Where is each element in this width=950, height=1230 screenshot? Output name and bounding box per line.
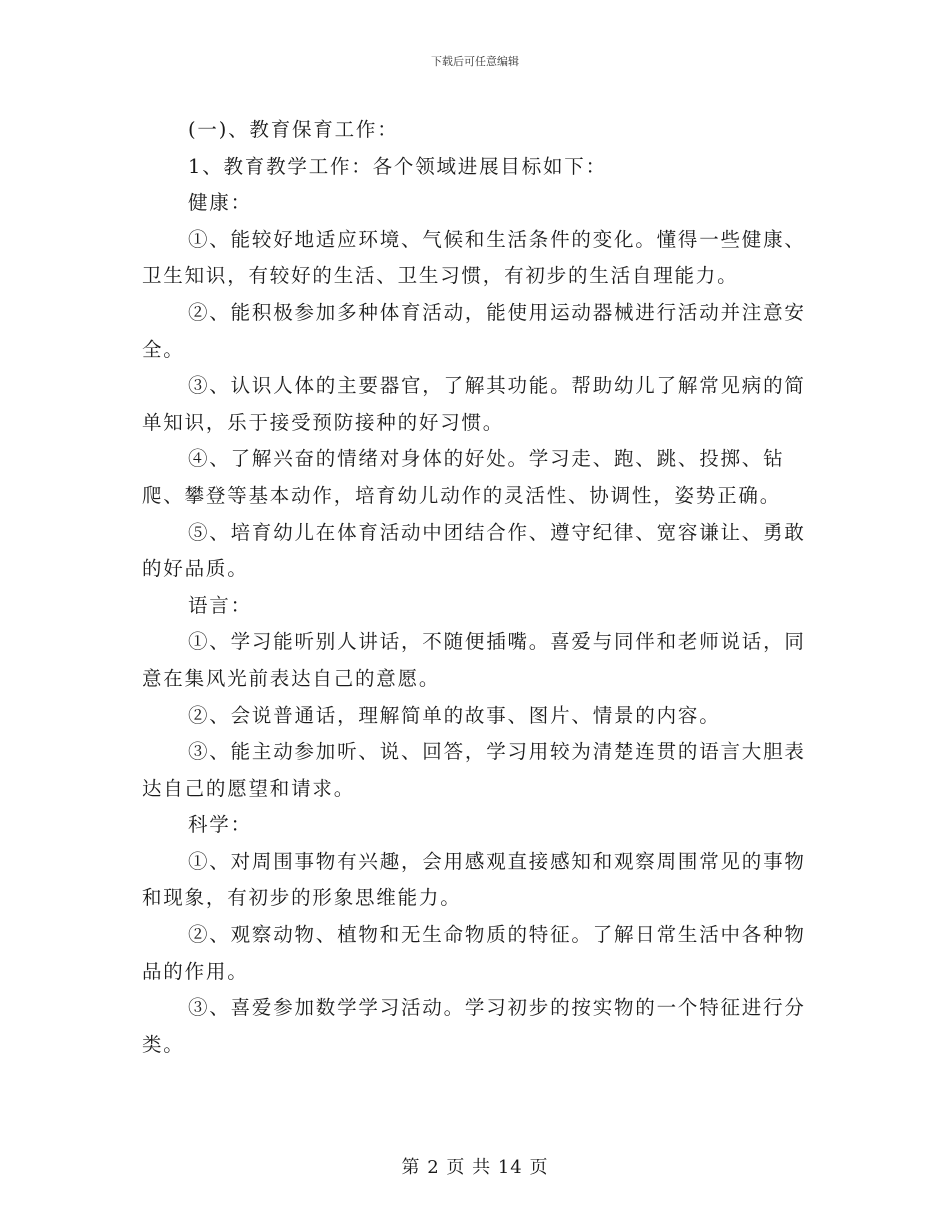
- language-goal-3: ③、能主动参加听、说、回答，学习用较为清楚连贯的语言大胆表达自己的愿望和请求。: [142, 740, 806, 800]
- language-goal-1: ①、学习能听别人讲话，不随便插嘴。喜爱与同伴和老师说话，同意在集风光前表达自己的意愿。: [142, 630, 806, 690]
- health-goal-2: ②、能积极参加多种体育活动，能使用运动器械进行活动并注意安全。: [142, 300, 806, 361]
- domain-heading-health: 健康：: [188, 191, 252, 215]
- science-goal-1: ①、对周围事物有兴趣，会用感观直接感知和观察周围常见的事物和现象，有初步的形象思维能力。: [142, 849, 806, 910]
- health-goal-1: ①、能较好地适应环境、气候和生活条件的变化。懂得一些健康、卫生知识，有较好的生活、卫生习惯，有初步的生活自理能力。: [142, 227, 806, 288]
- language-goal-2: ②、会说普通话，理解简单的故事、图片、情景的内容。: [188, 703, 721, 727]
- science-goal-2: ②、观察动物、植物和无生命物质的特征。了解日常生活中各种物品的作用。: [142, 923, 806, 983]
- page-header: 下载后可任意编辑: [431, 55, 519, 68]
- domain-heading-language: 语言：: [188, 593, 252, 617]
- health-goal-4: ④、了解兴奋的情绪对身体的好处。学习走、跑、跳、投掷、钻爬、攀登等基本动作，培育幼儿动作的灵活性、协调性，姿势正确。: [142, 447, 785, 507]
- document-body: [142, 112, 808, 1063]
- science-goal-3: ③、喜爱参加数学学习活动。学习初步的按实物的一个特征进行分类。: [142, 996, 806, 1056]
- health-goal-5: ⑤、培育幼儿在体育活动中团结合作、遵守纪律、宽容谦让、勇敢的好品质。: [142, 520, 806, 581]
- page-footer: 第 2 页 共 14 页: [401, 1157, 549, 1178]
- subsection-heading: 1、教育教学工作：各个领域进展目标如下：: [188, 154, 607, 178]
- domain-heading-science: 科学：: [188, 813, 252, 837]
- health-goal-3: ③、认识人体的主要器官，了解其功能。帮助幼儿了解常见病的简单知识，乐于接受预防接种的好习惯。: [142, 374, 806, 434]
- section-heading: (一)、教育保育工作：: [188, 118, 399, 141]
